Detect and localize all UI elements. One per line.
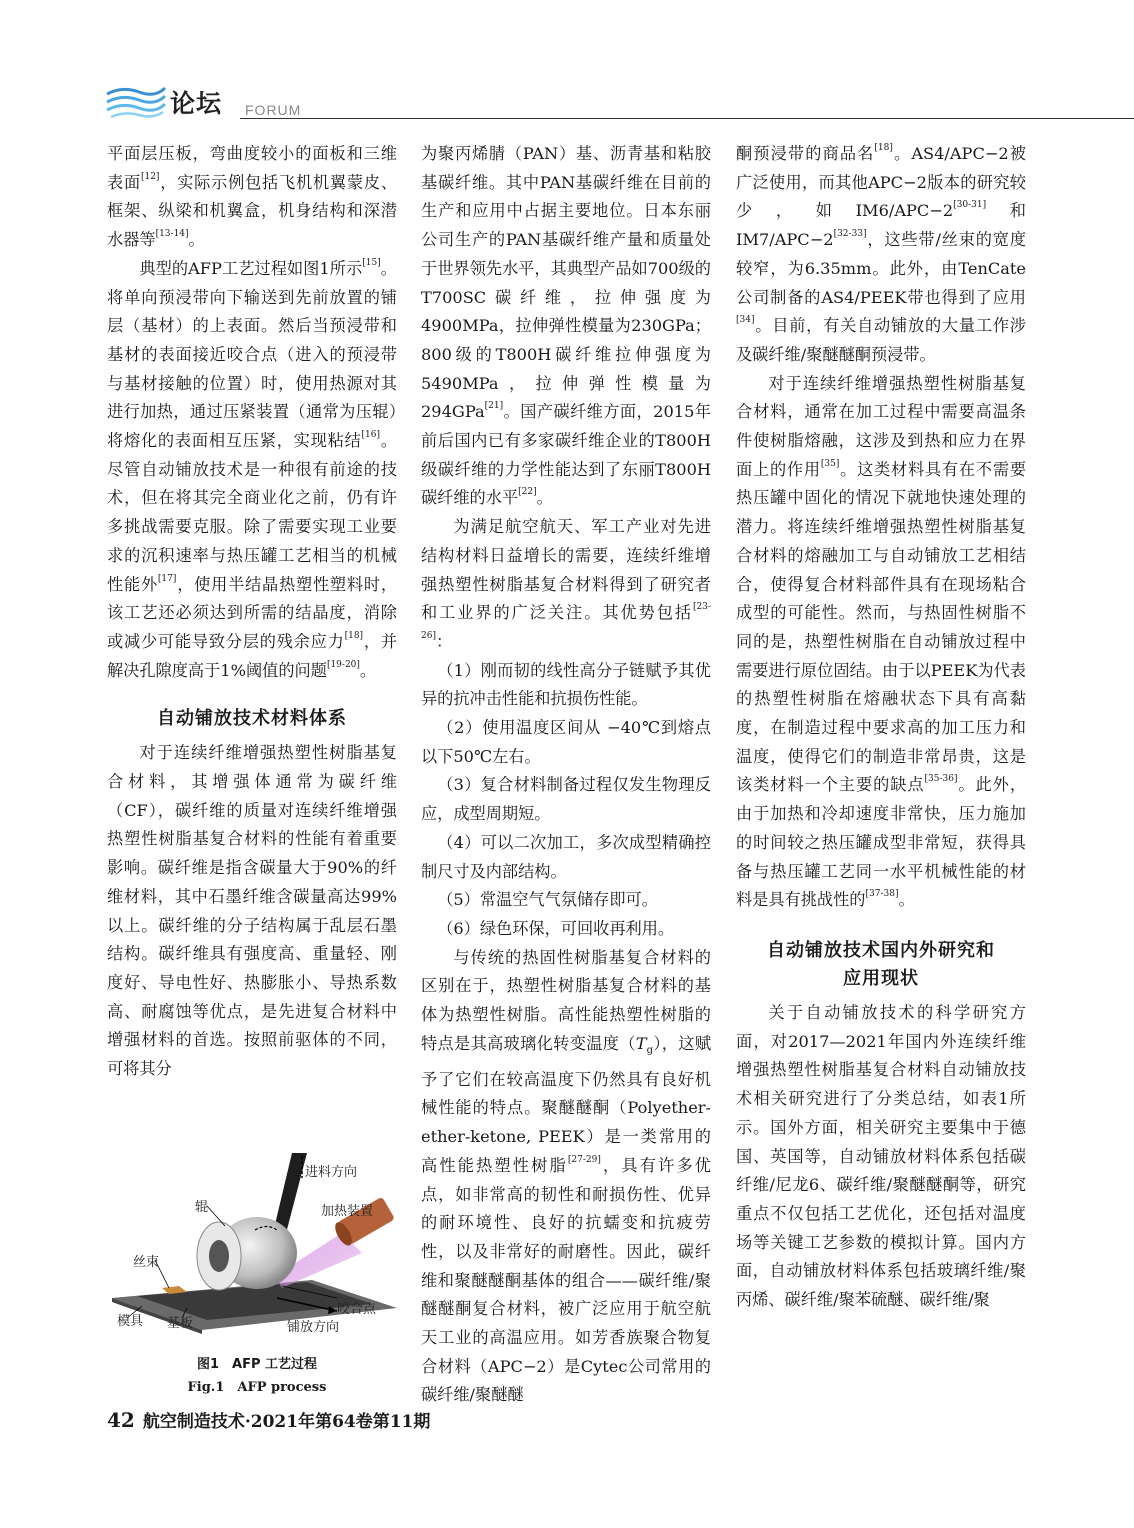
- column-2: [421, 140, 711, 1410]
- column-1: [107, 140, 397, 1084]
- figure-afp-process: [107, 1148, 407, 1398]
- paragraph: 为满足航空航天、军工产业对先进结构材料日益增长的需要，连续纤维增强热塑性树脂基复合材料得到了研究者和工业界的广泛关注。其优势包括[23-26]：: [421, 517, 711, 651]
- label-substrate: 基板: [167, 1316, 194, 1331]
- label-tool: 模具: [117, 1314, 144, 1329]
- section-label: FORUM: [245, 102, 302, 118]
- list-item: （2）使用温度区间从 −40℃到熔点以下50℃左右。: [421, 718, 711, 766]
- paragraph: 关于自动铺放技术的科学研究方面，对2017—2021年国内外连续纤维增强热塑性树脂基复合材料自动铺放技术相关研究进行了分类总结，如表1所示。国外方面，相关研究主要集中于德国、英国等，自动铺放材料体系包括碳纤维/尼龙6、碳纤维/聚醚醚酮等，研究重点不仅包括工艺优化，还包括对温度场等关键工艺参数的模拟计算。国内方面，自动铺放材料体系包括玻璃纤维/聚丙烯、碳纤维/聚苯硫醚、碳纤维/聚: [736, 1002, 1026, 1310]
- list-item: （1）刚而韧的线性高分子链赋予其优异的抗冲击性能和抗损伤性能。: [421, 660, 711, 709]
- logo-waves-icon: [105, 84, 167, 120]
- label-tow: 丝束: [133, 1255, 160, 1270]
- list-item: （4）可以二次加工，多次成型精确控制尺寸及内部结构。: [421, 832, 711, 881]
- paragraph: 对于连续纤维增强热塑性树脂基复合材料，其增强体通常为碳纤维（CF），碳纤维的质量对连续纤维增强热塑性树脂基复合材料的性能有着重要影响。碳纤维是指含碳量大于90%的纤维材料，其中石墨纤维含碳量高达99%以上。碳纤维的分子结构属于乱层石墨结构。碳纤维具有强度高、重量轻、刚度好、导电性好、热膨胀小、导热系数高、耐腐蚀等优点，是先进复合材料中增强材料的首选。按照前驱体的不同，可将其分: [107, 743, 397, 1079]
- label-nip-point: 咬合点: [337, 1302, 377, 1317]
- section-heading: 自动铺放技术国内外研究和 应用现状: [767, 939, 995, 989]
- paragraph: 为聚丙烯腈（PAN）基、沥青基和粘胶基碳纤维。其中PAN基碳纤维在目前的生产和应用中占据主要地位。日本东丽公司生产的PAN基碳纤维产量和质量处于世界领先水平，其典型产品如700级的T700SC碳纤维，拉伸强度为4900MPa，拉伸弹性模量为230GPa；800级的T800H碳纤维拉伸强度为5490MPa，拉伸弹性模量为294GPa[21]。国产碳纤维方面，2015年前后国内已有多家碳纤维企业的T800H级碳纤维的力学性能达到了东丽T800H碳纤维的水平[22]。: [421, 144, 711, 508]
- paragraph: 对于连续纤维增强热塑性树脂基复合材料，通常在加工过程中需要高温条件使树脂熔融，这涉及到热和应力在界面上的作用[35]。这类材料具有在不需要热压罐中固化的情况下就地快速处理的潜力。将连续纤维增强热塑性树脂基复合材料的熔融加工与自动铺放工艺相结合，使得复合材料部件具有在现场粘合成型的可能性。然而，与热固性树脂不同的是，热塑性树脂在自动铺放过程中需要进行原位固结。由于以PEEK为代表的热塑性树脂在熔融状态下具有高黏度，在制造过程中要求高的加工压力和温度，使得它们的制造非常昂贵，这是该类材料一个主要的缺点[35-36]。此外，由于加热和冷却速度非常快，压力施加的时间较之热压罐成型非常短，获得具备与热压罐工艺同一水平机械性能的材料是具有挑战性的[37-38]。: [736, 373, 1027, 910]
- page-number: 42: [107, 1408, 135, 1432]
- list-item: （5）常温空气气氛储存即可。: [437, 890, 658, 910]
- section-heading: 自动铺放技术材料体系: [157, 708, 347, 730]
- header-rule: [240, 118, 1134, 119]
- list-item: （3）复合材料制备过程仅发生物理反应，成型周期短。: [421, 775, 711, 824]
- page-header: [105, 82, 1134, 124]
- figure-caption-en: Fig.1 AFP process: [187, 1380, 327, 1395]
- label-feed-direction: 进料方向: [305, 1165, 358, 1180]
- label-roller: 辊: [195, 1200, 209, 1215]
- paragraph: 平面层压板，弯曲度较小的面板和三维表面[12]，实际示例包括飞机机翼蒙皮、框架、纵梁和机翼盒，机身结构和深潜水器等[13-14]。: [107, 144, 398, 250]
- figure-caption-cn: 图1 AFP 工艺过程: [196, 1357, 318, 1372]
- label-heater: 加热装置: [321, 1204, 374, 1219]
- list-item: （6）绿色环保，可回收再利用。: [437, 918, 675, 938]
- column-3: [736, 140, 1026, 1315]
- page-footer: [107, 1407, 430, 1432]
- paragraph: 与传统的热固性树脂基复合材料的区别在于，热塑性树脂基复合材料的基体为热塑性树脂。高性能热塑性树脂的特点是其高玻璃化转变温度$(T_g)$，这赋予了它们在较高温度下仍然具有良好机械性能的特点。聚醚醚酮（Polyether-ether-ketone, PEEK）是一类常用的高性能热塑性树脂[27-29]，具有许多优点，如非常高的韧性和耐损伤性、优异的耐环境性、良好的抗蠕变和抗疲劳性，以及非常好的耐磨性。因此，碳纤维和聚醚醚酮基体的组合——碳纤维/聚醚醚酮复合材料，被广泛应用于航空航天工业的高温应用。如芳香族聚合物复合材料（APC−2）是Cytec公司常用的碳纤维/聚醚醚: [421, 947, 712, 1405]
- journal-info: 航空制造技术·2021年第64卷第11期: [142, 1412, 431, 1432]
- label-lay-direction: 铺放方向: [287, 1320, 340, 1335]
- paragraph: 典型的AFP工艺过程如图1所示[15]。将单向预浸带向下输送到先前放置的铺层（基材）的上表面。然后当预浸带和基材的表面接近咬合点（进入的预浸带与基材接触的位置）时，使用热源对其进行加热，通过压紧装置（通常为压辊）将熔化的表面相互压紧，实现粘结[16]。尽管自动铺放技术是一种很有前途的技术，但在将其完全商业化之前，仍有许多挑战需要克服。除了需要实现工业要求的沉积速率与热压罐工艺相当的机械性能外[17]，使用半结晶热塑性塑料时，该工艺还必须达到所需的结晶度，消除或减少可能导致分层的残余应力[18]，并解决孔隙度高于1%阈值的问题[19-20]。: [107, 257, 398, 680]
- paragraph: 酮预浸带的商品名[18]。AS4/APC−2被广泛使用，而其他APC−2版本的研究较少，如IM6/APC−2[30-31]和IM7/APC−2[32-33]，这些带/丝束的宽度较窄，为6.35mm。此外，由TenCate公司制备的AS4/PEEK带也得到了应用[34]。目前，有关自动铺放的大量工作涉及碳纤维/聚醚醚酮预浸带。: [736, 143, 1026, 364]
- section-brand: 论坛: [170, 89, 223, 118]
